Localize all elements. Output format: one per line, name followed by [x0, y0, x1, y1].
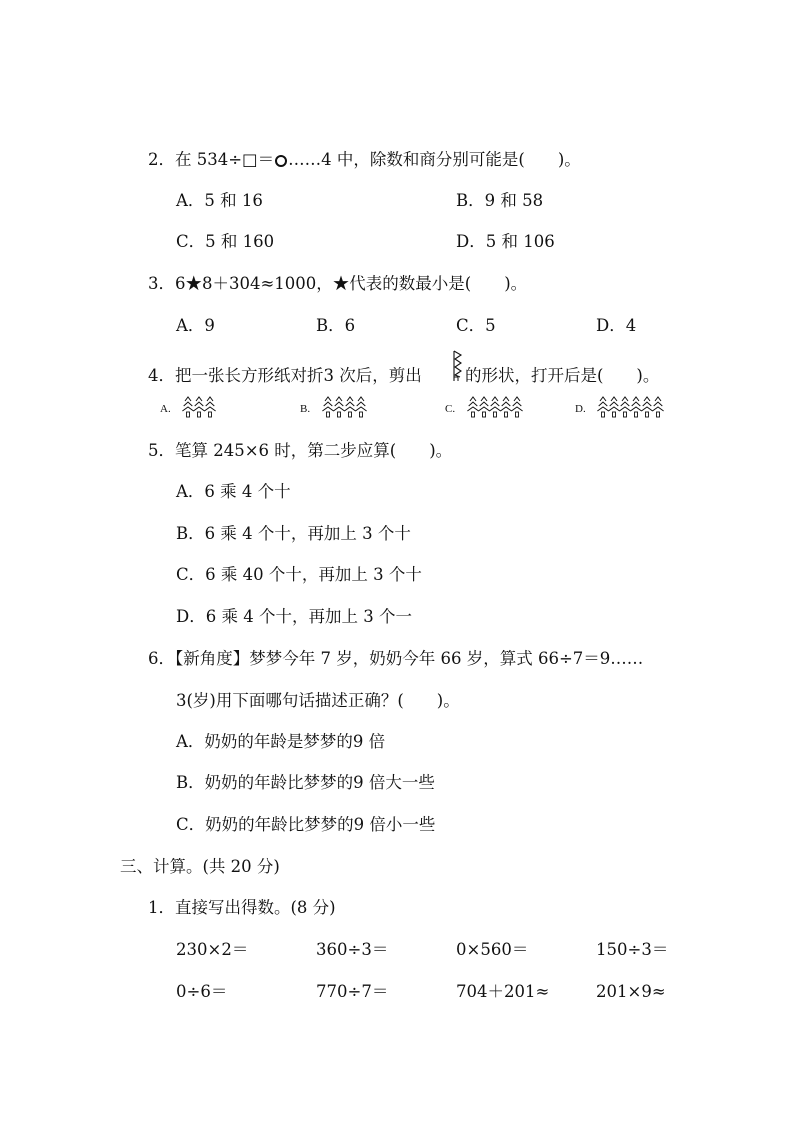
- tree-icon: [500, 397, 511, 417]
- q3-option-d: D．4: [596, 316, 637, 335]
- q4-option-a: A.: [160, 403, 171, 415]
- q2-option-b: B．9 和 58: [456, 191, 544, 210]
- q5-option-b: B．6 乘 4 个十，再加上 3 个十: [176, 524, 411, 543]
- q6-option-a: A．奶奶的年龄是梦梦的9 倍: [176, 732, 386, 751]
- tree-icon: [344, 397, 355, 417]
- q4-option-b-trees: [322, 394, 367, 418]
- half-tree-cut-icon: [452, 349, 464, 383]
- q5-option-a: A．6 乘 4 个十: [176, 482, 291, 501]
- q4-option-a-trees: [182, 394, 216, 418]
- q4-stem-pre: 4．把一张长方形纸对折3 次后，剪出: [148, 366, 422, 385]
- tree-icon: [641, 397, 652, 417]
- tree-icon: [489, 397, 500, 417]
- tree-icon: [333, 397, 344, 417]
- calc-4: 150÷3＝: [596, 940, 669, 959]
- q3-option-b: B．6: [316, 316, 356, 335]
- tree-icon: [608, 397, 619, 417]
- tree-icon: [182, 397, 193, 417]
- q2-stem: [148, 150, 581, 170]
- q4-option-c-trees: [467, 394, 523, 418]
- tree-icon: [355, 397, 366, 417]
- q5-option-c: C．6 乘 40 个十，再加上 3 个十: [176, 565, 422, 584]
- calc-5: 0÷6＝: [176, 982, 228, 1001]
- circle-symbol: [275, 155, 287, 167]
- q4-option-d: D.: [575, 403, 586, 415]
- q5-option-d: D．6 乘 4 个十，再加上 3 个一: [176, 607, 412, 626]
- tree-icon: [467, 397, 478, 417]
- calc-2: 360÷3＝: [316, 940, 389, 959]
- tree-icon: [619, 397, 630, 417]
- q4-stem-post: 的形状，打开后是( )。: [465, 366, 660, 385]
- q2-option-d: D．5 和 106: [456, 232, 555, 251]
- tree-icon: [322, 397, 333, 417]
- q6-stem-line1: 6．【新角度】梦梦今年 7 岁，奶奶今年 66 岁，算式 66÷7＝9……: [148, 649, 644, 668]
- q2-stem-pre: 2．在 534÷□＝: [148, 150, 275, 169]
- tree-icon: [193, 397, 204, 417]
- calc-6: 770÷7＝: [316, 982, 389, 1001]
- q2-stem-post: ……4 中，除数和商分别可能是( )。: [288, 150, 581, 169]
- q4-option-c: C.: [445, 403, 456, 415]
- calc-7: 704＋201≈: [456, 982, 550, 1001]
- calc-3: 0×560＝: [456, 940, 529, 959]
- calc-1: 230×2＝: [176, 940, 249, 959]
- section3-sub1: 1．直接写出得数。(8 分): [148, 898, 336, 917]
- q4-option-b: B.: [300, 403, 311, 415]
- q3-option-c: C．5: [456, 316, 496, 335]
- q3-option-a: A．9: [176, 316, 215, 335]
- q6-stem-line2: 3(岁)用下面哪句话描述正确？( )。: [176, 691, 460, 710]
- q6-option-c: C．奶奶的年龄比梦梦的9 倍小一些: [176, 815, 436, 834]
- calc-8: 201×9≈: [596, 982, 666, 1001]
- section3-title: 三、计算。(共 20 分): [120, 857, 280, 876]
- tree-icon: [597, 397, 608, 417]
- tree-icon: [511, 397, 522, 417]
- q2-option-c: C．5 和 160: [176, 232, 275, 251]
- q6-option-b: B．奶奶的年龄比梦梦的9 倍大一些: [176, 773, 435, 792]
- tree-icon: [630, 397, 641, 417]
- q4-option-d-trees: [597, 394, 664, 418]
- q2-option-a: A．5 和 16: [176, 191, 263, 210]
- tree-icon: [204, 397, 215, 417]
- q3-stem: 3．6★8＋304≈1000，★代表的数最小是( )。: [148, 274, 528, 293]
- tree-icon: [652, 397, 663, 417]
- q5-stem: 5．笔算 245×6 时，第二步应算( )。: [148, 441, 453, 460]
- tree-icon: [478, 397, 489, 417]
